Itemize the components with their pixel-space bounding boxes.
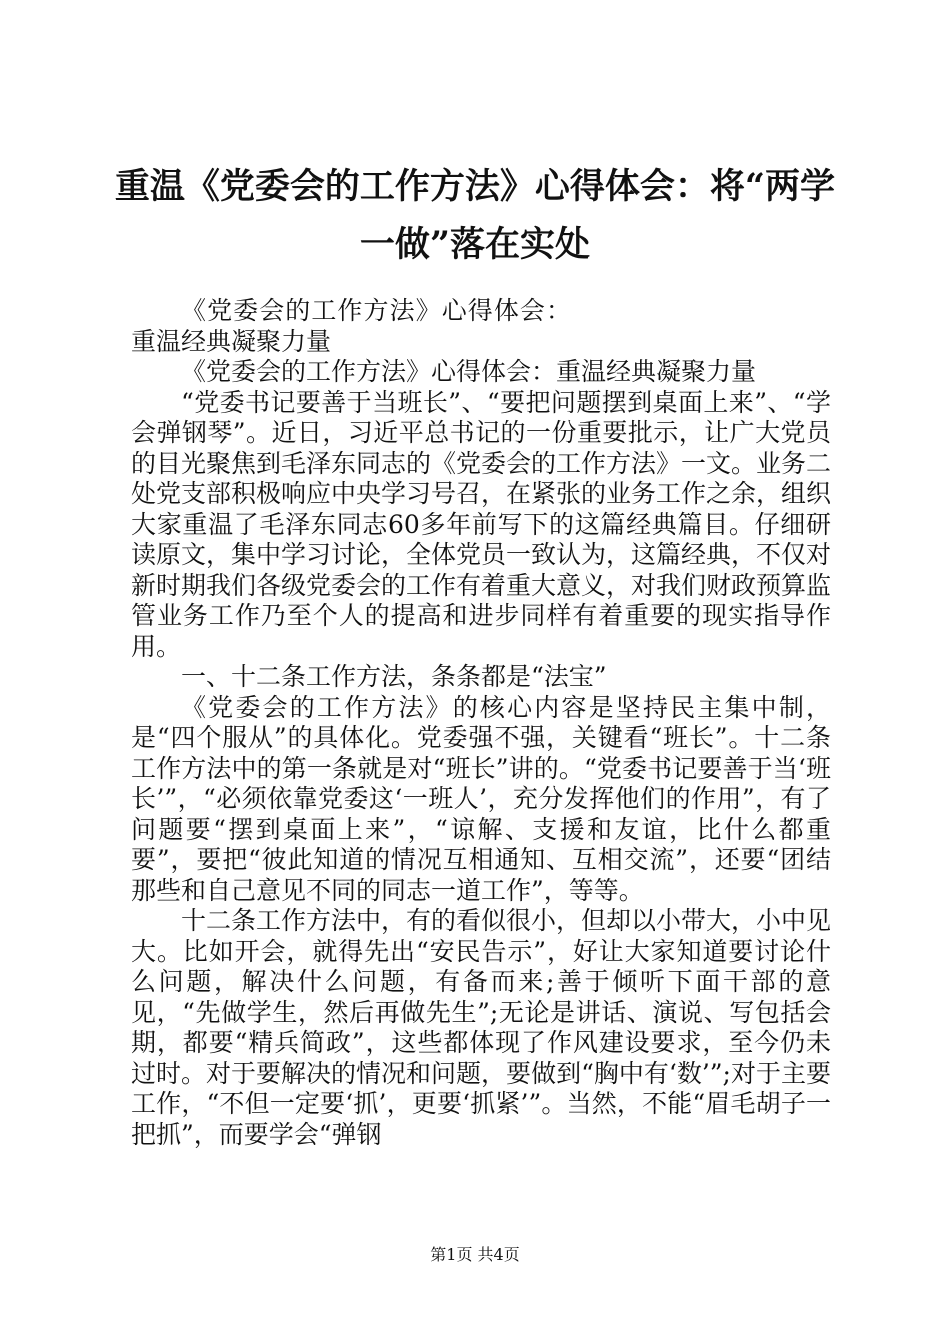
section-heading: 一、十二条工作方法，条条都是“法宝” (181, 662, 607, 691)
paragraph-subtitle: 《党委会的工作方法》心得体会：重温经典凝聚力量 (131, 296, 571, 356)
document-body (131, 296, 831, 1150)
paragraph-core-content: 《党委会的工作方法》的核心内容是坚持民主集中制，是“四个服从”的具体化。党委强不强，关键看“班长”。十二条工作方法中的第一条就是对“班长”讲的。“党委书记要善于当‘班长’”，“必须依靠党委这‘一班人’，充分发挥他们的作用”，有了问题要“摆到桌面上来”，“谅解、支援和友谊，比什么都重要”，要把“彼此知道的情况互相通知、互相交流”，还要“团结那些和自己意见不同的同志一道工作”，等等。 (131, 692, 831, 905)
document-title: 重温《党委会的工作方法》心得体会：将“两学一做”落在实处 (114, 166, 836, 265)
paragraph-details: 十二条工作方法中，有的看似很小，但却以小带大，小中见大。比如开会，就得先出“安民告示”，好让大家知道要讨论什么问题，解决什么问题，有备而来;善于倾听下面干部的意见，“先做学生，然后再做先生”;无论是讲话、演说、写包括会期，都要“精兵简政”，这些都体现了作风建设要求，至今仍未过时。对于要解决的情况和问题，要做到“胸中有‘数’”;对于主要工作，“不但一定要‘抓’，更要‘抓紧’”。当然，不能“眉毛胡子一把抓”，而要学会“弹钢 (131, 906, 832, 1149)
paragraph-intro: “党委书记要善于当班长”、“要把问题摆到桌面上来”、“学会弹钢琴”。近日，习近平总书记的一份重要批示，让广大党员的目光聚焦到毛泽东同志的《党委会的工作方法》一文。业务二处党支部积极响应中央学习号召，在紧张的业务工作之余，组织大家重温了毛泽东同志60多年前写下的这篇经典篇目。仔细研读原文，集中学习讨论，全体党员一致认为，这篇经典，不仅对新时期我们各级党委会的工作有着重大意义，对我们财政预算监管业务工作乃至个人的提高和进步同样有着重要的现实指导作用。 (131, 387, 832, 661)
page-footer: 第1页 共4页 (430, 1245, 520, 1264)
paragraph-subtitle-repeat: 《党委会的工作方法》心得体会：重温经典凝聚力量 (181, 357, 757, 386)
